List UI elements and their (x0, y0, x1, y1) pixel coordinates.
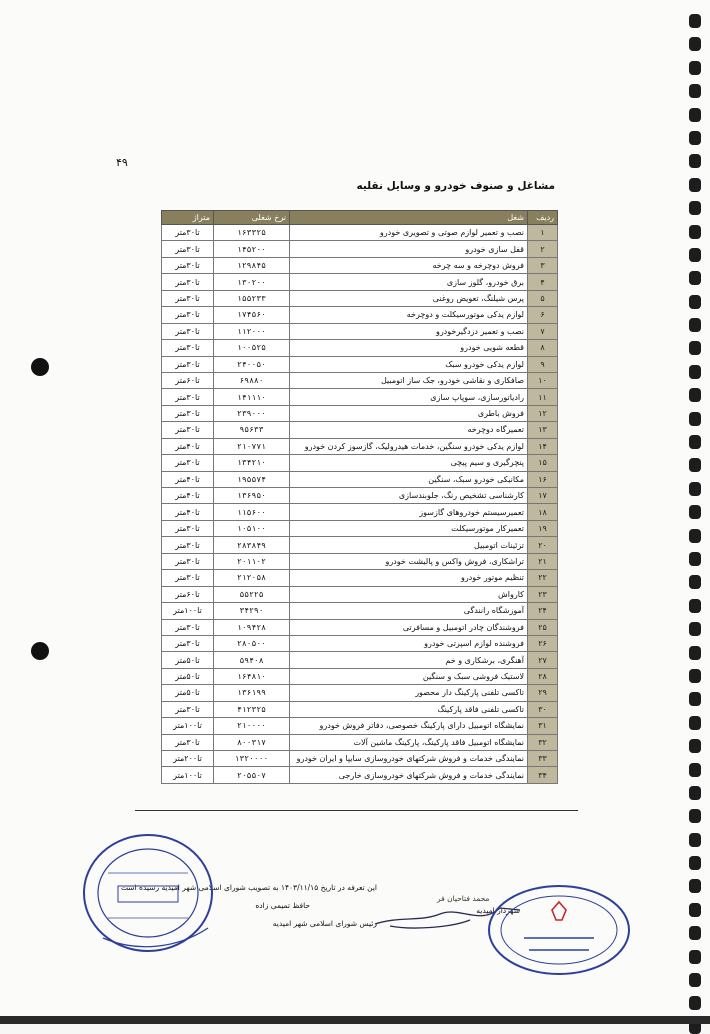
occupation-cell: قفل سازی خودرو (290, 241, 528, 257)
area-cell: تا۳۰متر (162, 307, 214, 323)
area-cell: تا۴۰متر (162, 488, 214, 504)
table-row (162, 685, 558, 701)
occupation-cell: پنچرگیری و سیم پیچی (290, 455, 528, 471)
area-cell: تا۶۰متر (162, 586, 214, 602)
rate-cell: ۲۸۰۵۰۰ (214, 635, 290, 651)
rate-cell: ۱۰۵۱۰۰ (214, 520, 290, 536)
occupation-cell: نصب و تعمیر دزدگیرخودرو (290, 323, 528, 339)
row-number-cell: ۲۹ (528, 685, 558, 701)
occupation-cell: رادیاتورسازی، سوپاپ سازی (290, 389, 528, 405)
rate-cell: ۱۳۶۱۹۹ (214, 685, 290, 701)
row-number-cell: ۵ (528, 290, 558, 306)
occupation-cell: نصب و تعمیر لوازم صوتی و تصویری خودرو (290, 225, 528, 241)
area-cell: تا۳۰متر (162, 323, 214, 339)
occupation-cell: فروش دوچرخه و سه چرخه (290, 257, 528, 273)
row-number-cell: ۹ (528, 356, 558, 372)
area-cell: تا۳۰متر (162, 734, 214, 750)
occupation-cell: نمایشگاه اتومبیل فاقد پارکینگ، پارکینگ ماشین آلات (290, 734, 528, 750)
rate-cell: ۱۰۹۴۲۸ (214, 619, 290, 635)
area-cell: تا۳۰متر (162, 257, 214, 273)
occupation-cell: مکانیکی خودرو سبک، سنگین (290, 471, 528, 487)
occupation-cell: نمایشگاه اتومبیل دارای پارکینگ خصوصی، دفاتر فروش خودرو (290, 718, 528, 734)
row-number-cell: ۲۰ (528, 537, 558, 553)
header-occupation: شغل (290, 211, 528, 225)
area-cell: تا۳۰متر (162, 619, 214, 635)
table-row (162, 635, 558, 651)
rate-cell: ۱۳۰۲۰۰ (214, 274, 290, 290)
table-row (162, 225, 558, 241)
row-number-cell: ۱۷ (528, 488, 558, 504)
table-row (162, 603, 558, 619)
approval-text: این تعرفه در تاریخ ۱۴۰۳/۱۱/۱۵ به تصویب شورای اسلامی شهر امیدیه رسیده است (120, 883, 377, 892)
row-number-cell: ۱۳ (528, 422, 558, 438)
row-number-cell: ۱۹ (528, 520, 558, 536)
table-row (162, 389, 558, 405)
table-row (162, 488, 558, 504)
area-cell: تا۳۰متر (162, 356, 214, 372)
table-row (162, 290, 558, 306)
area-cell: تا۵۰متر (162, 685, 214, 701)
area-cell: تا۳۰متر (162, 635, 214, 651)
area-cell: تا۵۰متر (162, 652, 214, 668)
rate-cell: ۱۵۵۲۳۳ (214, 290, 290, 306)
area-cell: تا۳۰متر (162, 274, 214, 290)
occupation-cell: لوازم یدکی خودرو سنگین، خدمات هیدرولیک، گازسوز کردن خودرو (290, 438, 528, 454)
rate-cell: ۸۰۰۳۱۷ (214, 734, 290, 750)
area-cell: تا۳۰متر (162, 455, 214, 471)
council-chair-title: رئیس شورای اسلامی شهر امیدیه (272, 919, 377, 928)
row-number-cell: ۳۱ (528, 718, 558, 734)
rate-cell: ۴۱۲۳۲۵ (214, 701, 290, 717)
punch-hole-top (31, 358, 49, 376)
occupation-cell: تزئینات اتومبیل (290, 537, 528, 553)
row-number-cell: ۱۶ (528, 471, 558, 487)
rate-cell: ۱۳۴۲۱۰ (214, 455, 290, 471)
rate-cell: ۲۰۵۵۰۷ (214, 767, 290, 784)
area-cell: تا۳۰متر (162, 225, 214, 241)
rate-cell: ۲۱۰۷۷۱ (214, 438, 290, 454)
row-number-cell: ۴ (528, 274, 558, 290)
area-cell: تا۳۰متر (162, 701, 214, 717)
row-number-cell: ۲۲ (528, 570, 558, 586)
header-area: متراژ (162, 211, 214, 225)
occupation-cell: فروشندگان چادر اتومبیل و مسافرتی (290, 619, 528, 635)
area-cell: تا۳۰متر (162, 389, 214, 405)
occupation-cell: لاستیک فروشی سبک و سنگین (290, 668, 528, 684)
area-cell: تا۴۰متر (162, 471, 214, 487)
row-number-cell: ۱۵ (528, 455, 558, 471)
footer-divider (135, 810, 578, 811)
row-number-cell: ۲۵ (528, 619, 558, 635)
table-row (162, 274, 558, 290)
occupation-cell: آهنگری، برشکاری و خم (290, 652, 528, 668)
row-number-cell: ۲۸ (528, 668, 558, 684)
table-row (162, 422, 558, 438)
table-row (162, 257, 558, 273)
occupation-cell: تعمیرگاه دوچرخه (290, 422, 528, 438)
occupation-cell: صافکاری و نقاشی خودرو، جک ساز اتومبیل (290, 372, 528, 388)
area-cell: تا۱۰۰متر (162, 767, 214, 784)
rate-cell: ۲۱۲۰۵۸ (214, 570, 290, 586)
row-number-cell: ۱۴ (528, 438, 558, 454)
page-number: ۴۹ (116, 156, 128, 169)
row-number-cell: ۳ (528, 257, 558, 273)
rate-cell: ۲۰۱۱۰۲ (214, 553, 290, 569)
table-row (162, 553, 558, 569)
table-row (162, 718, 558, 734)
occupation-cell: تاکسی تلفنی فاقد پارکینگ (290, 701, 528, 717)
rate-cell: ۵۵۲۲۵ (214, 586, 290, 602)
rate-cell: ۱۴۵۲۰۰ (214, 241, 290, 257)
rate-cell: ۱۹۵۵۷۴ (214, 471, 290, 487)
table-row (162, 570, 558, 586)
row-number-cell: ۲۳ (528, 586, 558, 602)
area-cell: تا۳۰متر (162, 290, 214, 306)
row-number-cell: ۲۷ (528, 652, 558, 668)
council-seal-stamp (78, 828, 218, 958)
header-row-number: ردیف (528, 211, 558, 225)
table-row (162, 307, 558, 323)
area-cell: تا۳۰متر (162, 405, 214, 421)
rate-cell: ۶۹۸۸۰ (214, 372, 290, 388)
row-number-cell: ۳۳ (528, 751, 558, 767)
table-row (162, 241, 558, 257)
occupation-cell: لوازم یدکی خودرو سبک (290, 356, 528, 372)
table-row (162, 356, 558, 372)
area-cell: تا۱۰۰متر (162, 718, 214, 734)
row-number-cell: ۱۱ (528, 389, 558, 405)
table-row (162, 652, 558, 668)
rate-cell: ۱۶۴۸۱۰ (214, 668, 290, 684)
area-cell: تا۴۰متر (162, 504, 214, 520)
rate-cell: ۱۱۲۰۰۰ (214, 323, 290, 339)
rate-cell: ۵۹۴۰۸ (214, 652, 290, 668)
area-cell: تا۳۰متر (162, 520, 214, 536)
table-row (162, 520, 558, 536)
area-cell: تا۳۰متر (162, 570, 214, 586)
table-row (162, 668, 558, 684)
table-body (162, 225, 558, 784)
table-row (162, 405, 558, 421)
rate-cell: ۳۴۲۹۰ (214, 603, 290, 619)
area-cell: تا۴۰متر (162, 438, 214, 454)
area-cell: تا۶۰متر (162, 372, 214, 388)
occupation-cell: کارشناسی تشخیص رنگ، جلوبندسازی (290, 488, 528, 504)
occupation-cell: نمایندگی خدمات و فروش شرکتهای خودروسازی خارجی (290, 767, 528, 784)
area-cell: تا۵۰متر (162, 668, 214, 684)
occupation-cell: لوازم یدکی موتورسیکلت و دوچرخه (290, 307, 528, 323)
rate-cell: ۱۳۶۹۵۰ (214, 488, 290, 504)
rate-cell: ۱۷۴۵۶۰ (214, 307, 290, 323)
rate-cell: ۱۱۵۶۰۰ (214, 504, 290, 520)
table-row (162, 372, 558, 388)
occupation-cell: کارواش (290, 586, 528, 602)
occupation-cell: پرس شیلنگ، تعویض روغنی (290, 290, 528, 306)
rate-cell: ۱۲۹۸۴۵ (214, 257, 290, 273)
rate-cell: ۱۴۱۱۱۰ (214, 389, 290, 405)
occupation-cell: تراشکاری، فروش واکس و پالیشت خودرو (290, 553, 528, 569)
table-row (162, 767, 558, 784)
occupation-cell: تنظیم موتور خودرو (290, 570, 528, 586)
row-number-cell: ۳۰ (528, 701, 558, 717)
row-number-cell: ۲۴ (528, 603, 558, 619)
table-row (162, 734, 558, 750)
occupation-cell: تعمیرسیستم خودروهای گازسوز (290, 504, 528, 520)
municipality-seal-stamp (484, 880, 634, 980)
rate-cell: ۲۸۳۸۴۹ (214, 537, 290, 553)
header-rate: نرخ شغلی (214, 211, 290, 225)
table-row (162, 323, 558, 339)
spiral-binding (686, 14, 704, 1014)
area-cell: تا۳۰متر (162, 553, 214, 569)
rate-cell: ۹۵۶۳۳ (214, 422, 290, 438)
table-row (162, 455, 558, 471)
row-number-cell: ۱ (528, 225, 558, 241)
table-row (162, 701, 558, 717)
table-row (162, 438, 558, 454)
row-number-cell: ۱۰ (528, 372, 558, 388)
table-row (162, 537, 558, 553)
table-row (162, 340, 558, 356)
row-number-cell: ۲۶ (528, 635, 558, 651)
occupation-cell: برق خودرو، گلوز سازی (290, 274, 528, 290)
area-cell: تا۳۰متر (162, 241, 214, 257)
row-number-cell: ۲۱ (528, 553, 558, 569)
rate-cell: ۲۳۹۰۰۰ (214, 405, 290, 421)
rate-cell: ۱۶۳۳۲۵ (214, 225, 290, 241)
occupation-cell: تعمیرکار موتورسیکلت (290, 520, 528, 536)
occupation-cell: نمایندگی خدمات و فروش شرکتهای خودروسازی سایپا و ایران خودرو (290, 751, 528, 767)
table-row (162, 619, 558, 635)
table-header-row (162, 211, 558, 225)
rate-cell: ۲۱۰۰۰۰ (214, 718, 290, 734)
rate-cell: ۲۴۰۰۵۰ (214, 356, 290, 372)
rate-cell: ۱۰۰۵۲۵ (214, 340, 290, 356)
mayor-title: شهردار امیدیه (476, 906, 520, 915)
scanner-edge-shadow (0, 1016, 710, 1024)
occupation-cell: تاکسی تلفنی پارکینگ دار محصور (290, 685, 528, 701)
tariff-table (161, 210, 558, 784)
table-row (162, 586, 558, 602)
table-row (162, 751, 558, 767)
table-row (162, 504, 558, 520)
page-title: مشاغل و صنوف خودرو و وسایل نقلیه (356, 180, 555, 192)
area-cell: تا۳۰متر (162, 340, 214, 356)
table-row (162, 471, 558, 487)
mayor-name: محمد فتاحیان فر (437, 894, 490, 903)
row-number-cell: ۱۸ (528, 504, 558, 520)
row-number-cell: ۷ (528, 323, 558, 339)
row-number-cell: ۱۲ (528, 405, 558, 421)
area-cell: تا۳۰متر (162, 537, 214, 553)
area-cell: تا۱۰۰متر (162, 603, 214, 619)
occupation-cell: فروش باطری (290, 405, 528, 421)
occupation-cell: آموزشگاه رانندگی (290, 603, 528, 619)
occupation-cell: فروشنده لوازم اسپرتی خودرو (290, 635, 528, 651)
council-chair-name: حافظ تمیمی زاده (255, 901, 310, 910)
punch-hole-bottom (31, 642, 49, 660)
row-number-cell: ۳۲ (528, 734, 558, 750)
area-cell: تا۳۰متر (162, 422, 214, 438)
row-number-cell: ۲ (528, 241, 558, 257)
area-cell: تا۲۰۰متر (162, 751, 214, 767)
occupation-cell: قطعه شویی خودرو (290, 340, 528, 356)
row-number-cell: ۳۴ (528, 767, 558, 784)
row-number-cell: ۸ (528, 340, 558, 356)
row-number-cell: ۶ (528, 307, 558, 323)
rate-cell: ۱۳۲۰۰۰۰ (214, 751, 290, 767)
